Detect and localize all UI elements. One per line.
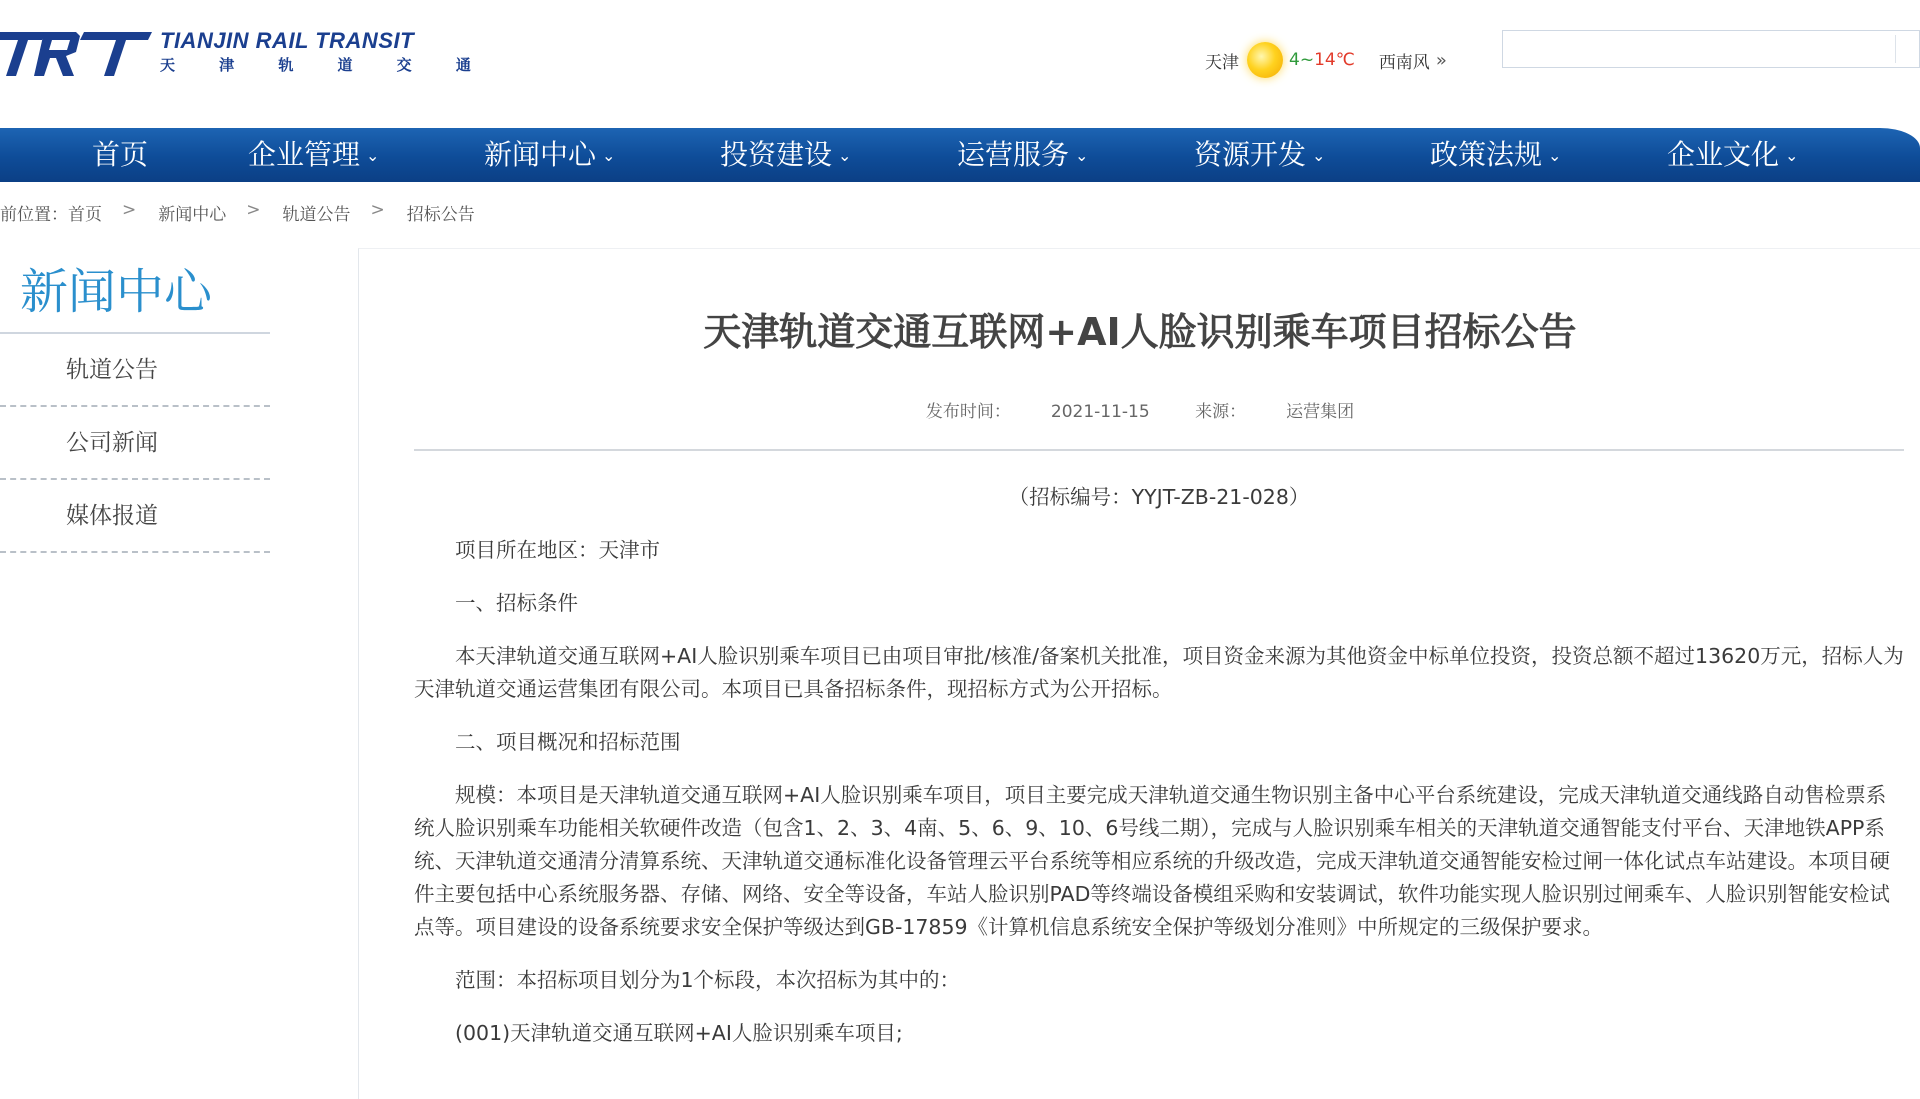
sidebar-item-media-reports[interactable]: 媒体报道 <box>0 480 270 553</box>
article-paragraph: 范围：本招标项目划分为1个标段，本次招标为其中的： <box>455 968 961 992</box>
breadcrumb-separator-icon: > <box>246 200 261 220</box>
sidebar-title: 新闻中心 <box>0 250 270 334</box>
weather-wind: 西南风 <box>1378 52 1430 73</box>
sidebar <box>0 250 270 553</box>
nav-item-investment[interactable]: 投资建设 ⌄ <box>720 138 852 171</box>
article-meta <box>359 397 1920 422</box>
article-body <box>414 481 1904 1070</box>
nav-item-home[interactable]: 首页 <box>92 138 149 171</box>
weather-city: 天津 <box>1205 52 1239 73</box>
breadcrumb-item-tender-notice[interactable]: 招标公告 <box>406 205 475 225</box>
nav-item-news-center[interactable]: 新闻中心 ⌄ <box>484 138 616 171</box>
title-divider <box>414 449 1904 451</box>
sidebar-item-company-news[interactable]: 公司新闻 <box>0 407 270 480</box>
nav-item-culture[interactable]: 企业文化 ⌄ <box>1667 138 1799 171</box>
nav-item-resource-development[interactable]: 资源开发 ⌄ <box>1194 138 1326 171</box>
chevron-down-icon: ⌄ <box>366 146 380 165</box>
site-header <box>0 0 1920 128</box>
article-panel <box>358 248 1920 1099</box>
chevron-down-icon: ⌄ <box>602 146 616 165</box>
tender-number: （招标编号：YYJT-ZB-21-028） <box>1008 485 1310 509</box>
breadcrumb-separator-icon: > <box>122 200 137 220</box>
breadcrumb-separator-icon: > <box>370 200 385 220</box>
search-input[interactable] <box>1503 31 1909 67</box>
weather-widget <box>1205 42 1447 78</box>
article-paragraph: 二、项目概况和招标范围 <box>455 730 681 754</box>
sun-icon <box>1247 42 1283 78</box>
article-paragraph: 一、招标条件 <box>455 591 578 615</box>
article-paragraph: 规模：本项目是天津轨道交通互联网+AI人脸识别乘车项目，项目主要完成天津轨道交通生物识别主备中心平台系统建设，完成天津轨道交通线路自动售检票系统人脸识别乘车功能相关软硬件改造（包含1、2、3、4南、5、6、9、10、6号线二期），完成与人脸识别乘车相关的天津轨道交通智能支付平台、天津地铁APP系统、天津轨道交通清分清算系统、天津轨道交通标准化设备管理云平台系统等相应系统的升级改造，完成天津轨道交通智能安检过闸一体化试点车站建设。本项目硬件主要包括中心系统服务器、存储、网络、安全等设备，车站人脸识别PAD等终端设备模组采购和安装调试，软件功能实现人脸识别过闸乘车、人脸识别智能安检试点等。项目建设的设备系统要求安全保护等级达到GB-17859《计算机信息系统安全保护等级划分准则》中所规定的三级保护要求。 <box>414 783 1890 939</box>
chevron-down-icon: ⌄ <box>1548 146 1562 165</box>
chevron-down-icon: ⌄ <box>838 146 852 165</box>
nav-item-policy[interactable]: 政策法规 ⌄ <box>1430 138 1562 171</box>
publish-time: 发布时间： 2021-11-15 <box>925 402 1150 422</box>
chevron-down-icon: ⌄ <box>1785 146 1799 165</box>
search-divider <box>1895 35 1896 63</box>
chevron-down-icon: ⌄ <box>1312 146 1326 165</box>
sidebar-item-rail-notice[interactable]: 轨道公告 <box>0 334 270 407</box>
breadcrumb-prefix: 前位置： <box>0 205 68 225</box>
chevron-down-icon: ⌄ <box>1075 146 1089 165</box>
nav-item-enterprise-management[interactable]: 企业管理 ⌄ <box>248 138 380 171</box>
breadcrumb-item-news-center[interactable]: 新闻中心 <box>158 205 227 225</box>
trt-logo-mark <box>0 24 152 80</box>
article-title: 天津轨道交通互联网+AI人脸识别乘车项目招标公告 <box>703 310 1577 354</box>
article-paragraph: 项目所在地区：天津市 <box>455 538 660 562</box>
logo-english-name: TIANJIN RAIL TRANSIT <box>160 28 415 53</box>
article-paragraph: 本天津轨道交通互联网+AI人脸识别乘车项目已由项目审批/核准/备案机关批准，项目资金来源为其他资金中标单位投资，投资总额不超过13620万元，招标人为天津轨道交通运营集团有限公司。本项目已具备招标条件，现招标方式为公开招标。 <box>414 644 1904 701</box>
breadcrumb-item-rail-notice[interactable]: 轨道公告 <box>282 205 351 225</box>
breadcrumb-item-home[interactable]: 首页 <box>68 205 102 225</box>
logo-chinese-name: 天 津 轨 道 交 通 <box>160 57 491 74</box>
article-source: 来源： 运营集团 <box>1195 402 1355 422</box>
article-paragraph: (001)天津轨道交通互联网+AI人脸识别乘车项目; <box>455 1021 903 1045</box>
main-nav <box>0 128 1920 182</box>
weather-more-icon[interactable]: » <box>1435 49 1447 71</box>
search-box <box>1502 30 1920 68</box>
weather-temperature: 4~14℃ <box>1289 50 1355 70</box>
nav-item-operation-service[interactable]: 运营服务 ⌄ <box>957 138 1089 171</box>
breadcrumb <box>0 200 475 225</box>
site-logo[interactable] <box>0 22 491 82</box>
